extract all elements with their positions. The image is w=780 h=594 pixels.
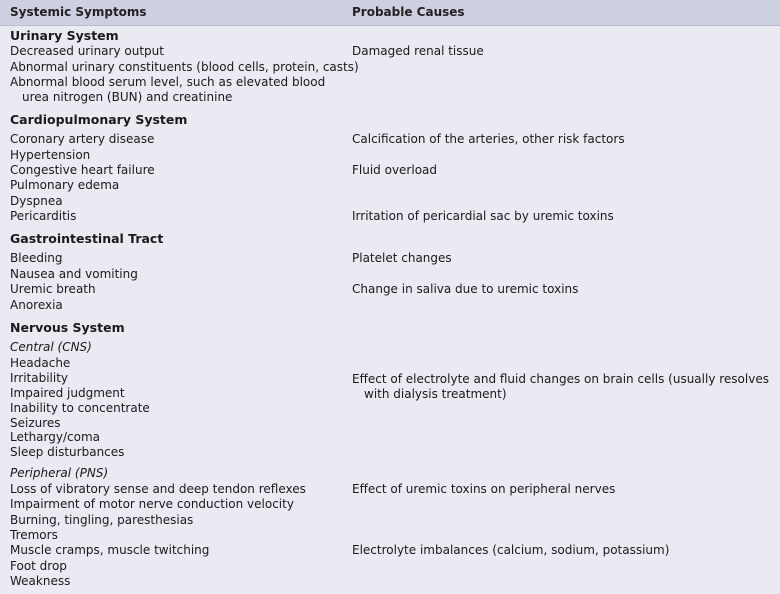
symptom: Decreased urinary output bbox=[10, 44, 164, 58]
symptom: Bleeding bbox=[10, 251, 63, 265]
cause: Electrolyte imbalances (calcium, sodium, potassium) bbox=[352, 543, 670, 557]
table-header bbox=[0, 0, 780, 26]
cause-continued: with dialysis treatment) bbox=[364, 387, 507, 401]
symptom: Hypertension bbox=[10, 148, 91, 162]
subsection-label-pns: Peripheral (PNS) bbox=[10, 466, 109, 480]
symptom: Foot drop bbox=[10, 559, 67, 573]
symptom: Loss of vibratory sense and deep tendon reflexes bbox=[10, 482, 306, 496]
symptom: Inability to concentrate bbox=[10, 401, 150, 415]
cause: Change in saliva due to uremic toxins bbox=[352, 282, 579, 296]
section-title-gastrointestinal: Gastrointestinal Tract bbox=[10, 231, 164, 246]
cause: Effect of uremic toxins on peripheral nerves bbox=[352, 482, 616, 496]
cause: Fluid overload bbox=[352, 163, 438, 177]
symptom: Pulmonary edema bbox=[10, 178, 120, 192]
symptom: Seizures bbox=[10, 416, 61, 430]
section-title-cardiopulmonary: Cardiopulmonary System bbox=[10, 112, 188, 127]
subsection-label-cns: Central (CNS) bbox=[10, 340, 92, 354]
cause: Irritation of pericardial sac by uremic toxins bbox=[352, 209, 614, 223]
symptom: Burning, tingling, paresthesias bbox=[10, 513, 194, 527]
column-header-causes: Probable Causes bbox=[352, 5, 465, 19]
symptom: Abnormal urinary constituents (blood cells, protein, casts) bbox=[10, 60, 359, 74]
symptom: Dyspnea bbox=[10, 194, 63, 208]
cause: Calcification of the arteries, other risk factors bbox=[352, 132, 625, 146]
symptom: Headache bbox=[10, 356, 71, 370]
symptom: Impaired judgment bbox=[10, 386, 125, 400]
symptom: Muscle cramps, muscle twitching bbox=[10, 543, 210, 557]
section-title-urinary: Urinary System bbox=[10, 28, 119, 43]
symptom: Coronary artery disease bbox=[10, 132, 155, 146]
column-header-symptoms: Systemic Symptoms bbox=[10, 5, 147, 19]
section-title-nervous: Nervous System bbox=[10, 320, 125, 335]
symptom: Lethargy/coma bbox=[10, 430, 100, 444]
symptom: Tremors bbox=[10, 528, 58, 542]
symptom: Pericarditis bbox=[10, 209, 77, 223]
symptom: Uremic breath bbox=[10, 282, 96, 296]
symptom: Congestive heart failure bbox=[10, 163, 155, 177]
symptom: Sleep disturbances bbox=[10, 445, 125, 459]
symptom: Nausea and vomiting bbox=[10, 267, 138, 281]
symptom: Anorexia bbox=[10, 298, 63, 312]
cause: Effect of electrolyte and fluid changes on brain cells (usually resolves bbox=[352, 372, 769, 386]
cause: Damaged renal tissue bbox=[352, 44, 484, 58]
cause: Platelet changes bbox=[352, 251, 452, 265]
symptom-continued: urea nitrogen (BUN) and creatinine bbox=[22, 90, 233, 104]
symptom: Abnormal blood serum level, such as elevated blood bbox=[10, 75, 326, 89]
symptom: Impairment of motor nerve conduction velocity bbox=[10, 497, 294, 511]
symptom: Weakness bbox=[10, 574, 71, 588]
symptom: Irritability bbox=[10, 371, 69, 385]
